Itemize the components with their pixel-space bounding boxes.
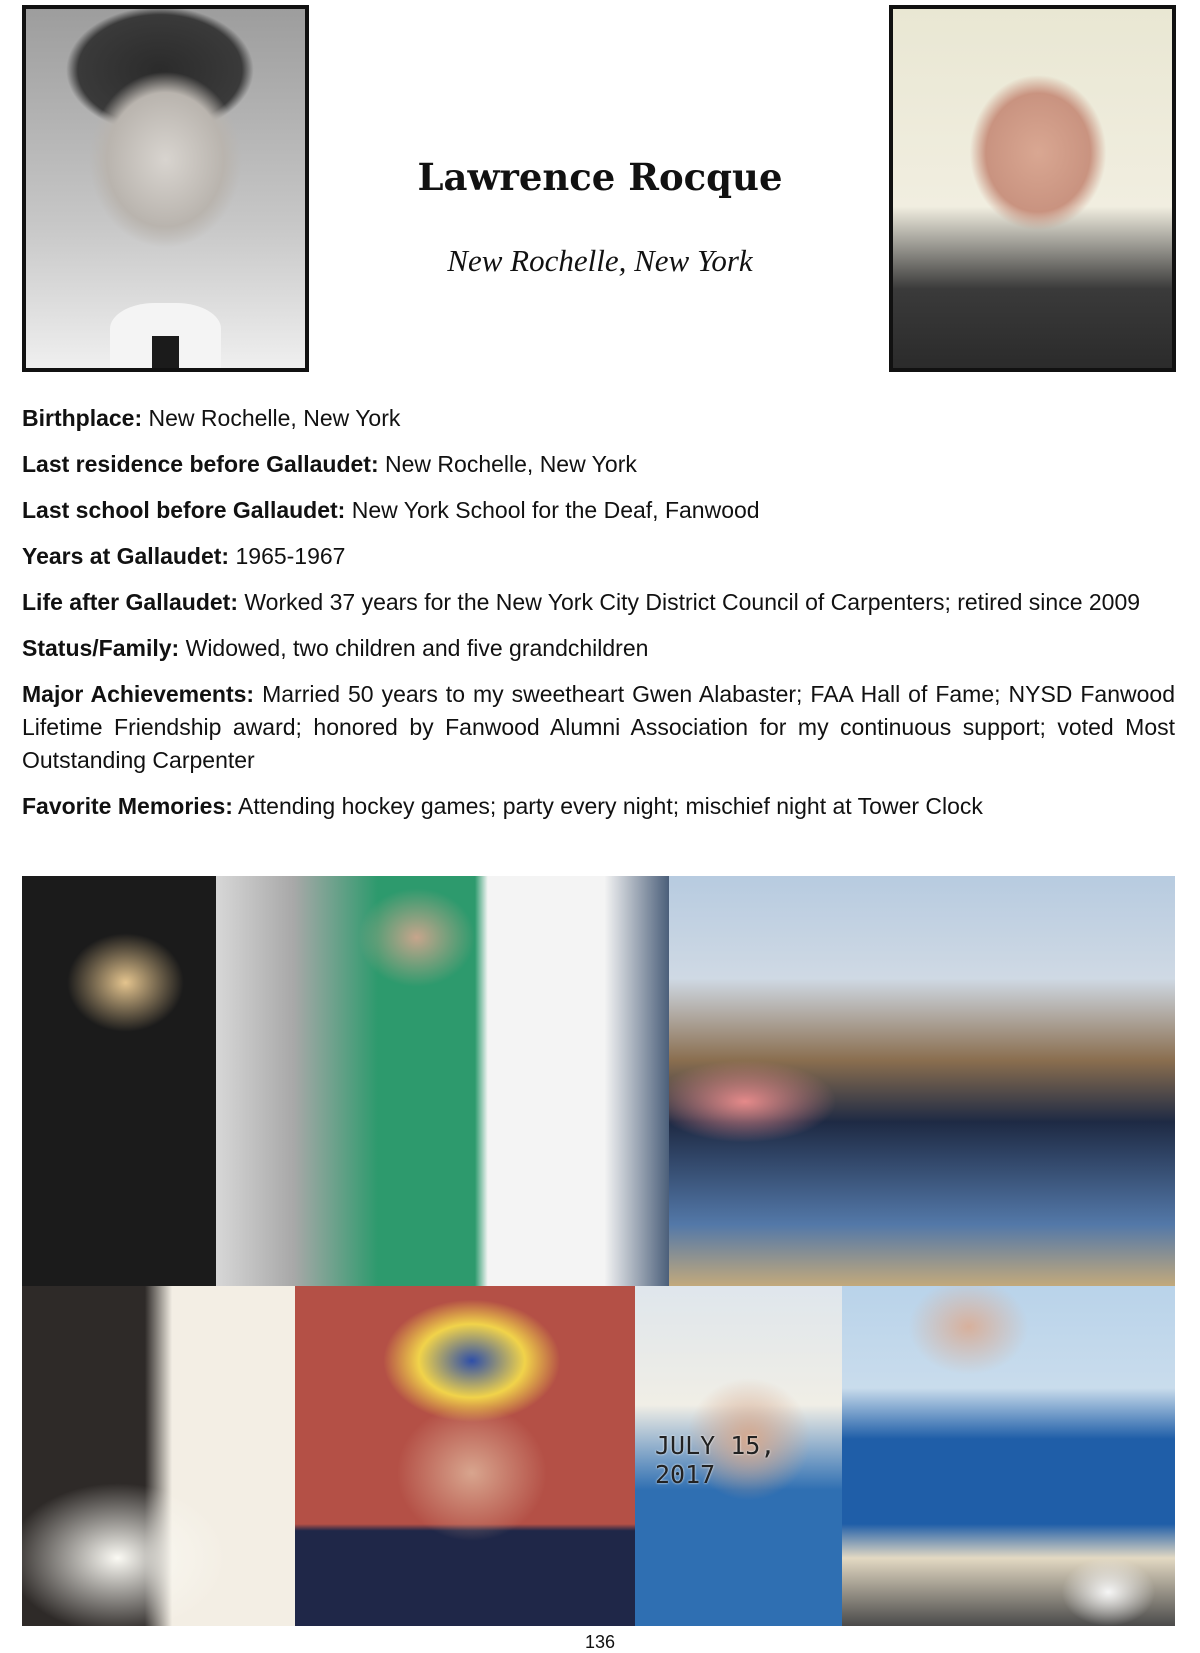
fact-years	[22, 540, 1175, 573]
fact-memories	[22, 790, 1175, 823]
fact-value: New York School for the Deaf, Fanwood	[351, 497, 760, 523]
fact-label: Status/Family:	[22, 635, 180, 661]
fact-label: Favorite Memories:	[22, 793, 233, 819]
page-number: 136	[584, 1632, 616, 1652]
fact-life-after	[22, 586, 1175, 619]
fact-label: Life after Gallaudet:	[22, 589, 238, 615]
fact-birthplace	[22, 402, 1175, 435]
biography-facts	[22, 402, 1175, 836]
portrait-young-photo	[22, 5, 309, 372]
portrait-recent-photo	[889, 5, 1176, 372]
fact-label: Birthplace:	[22, 405, 143, 431]
fact-label: Major Achievements:	[22, 681, 255, 707]
fact-label: Last school before Gallaudet:	[22, 497, 346, 523]
wedding-photo	[22, 1286, 295, 1626]
fact-value: Attending hockey games; party every night; mischief night at Tower Clock	[238, 793, 983, 819]
family-pumpkin-photo	[669, 876, 1175, 1286]
fact-value: 1965-1967	[235, 543, 346, 569]
fact-value: New Rochelle, New York	[385, 451, 637, 477]
fact-last-residence	[22, 448, 1175, 481]
portrait-tie	[152, 336, 180, 368]
fact-label: Years at Gallaudet:	[22, 543, 230, 569]
fact-value: Married 50 years to my sweetheart Gwen Alabaster; FAA Hall of Fame; NYSD Fanwood Lifetime Friendship award; honored by Fanwood Alumni Association for my continuous support; voted Most Outstanding Carpenter	[22, 681, 1176, 773]
fact-last-school	[22, 494, 1175, 527]
fact-value: New Rochelle, New York	[148, 405, 401, 431]
fact-achievements	[22, 678, 1175, 777]
person-hometown: New Rochelle, New York	[447, 243, 753, 278]
fact-status-family	[22, 632, 1175, 665]
fact-label: Last residence before Gallaudet:	[22, 451, 379, 477]
couple-dated-photo	[635, 1286, 842, 1626]
family-group-photo	[22, 876, 669, 1286]
photo-date-stamp: JULY 15, 2017	[655, 1431, 776, 1489]
couple-beach-photo	[842, 1286, 1175, 1626]
fact-value: Worked 37 years for the New York City District Council of Carpenters; retired since 2009	[244, 589, 1141, 615]
person-name: Lawrence Rocque	[417, 155, 783, 199]
striped-hat-photo	[295, 1286, 635, 1626]
fact-value: Widowed, two children and five grandchildren	[185, 635, 649, 661]
